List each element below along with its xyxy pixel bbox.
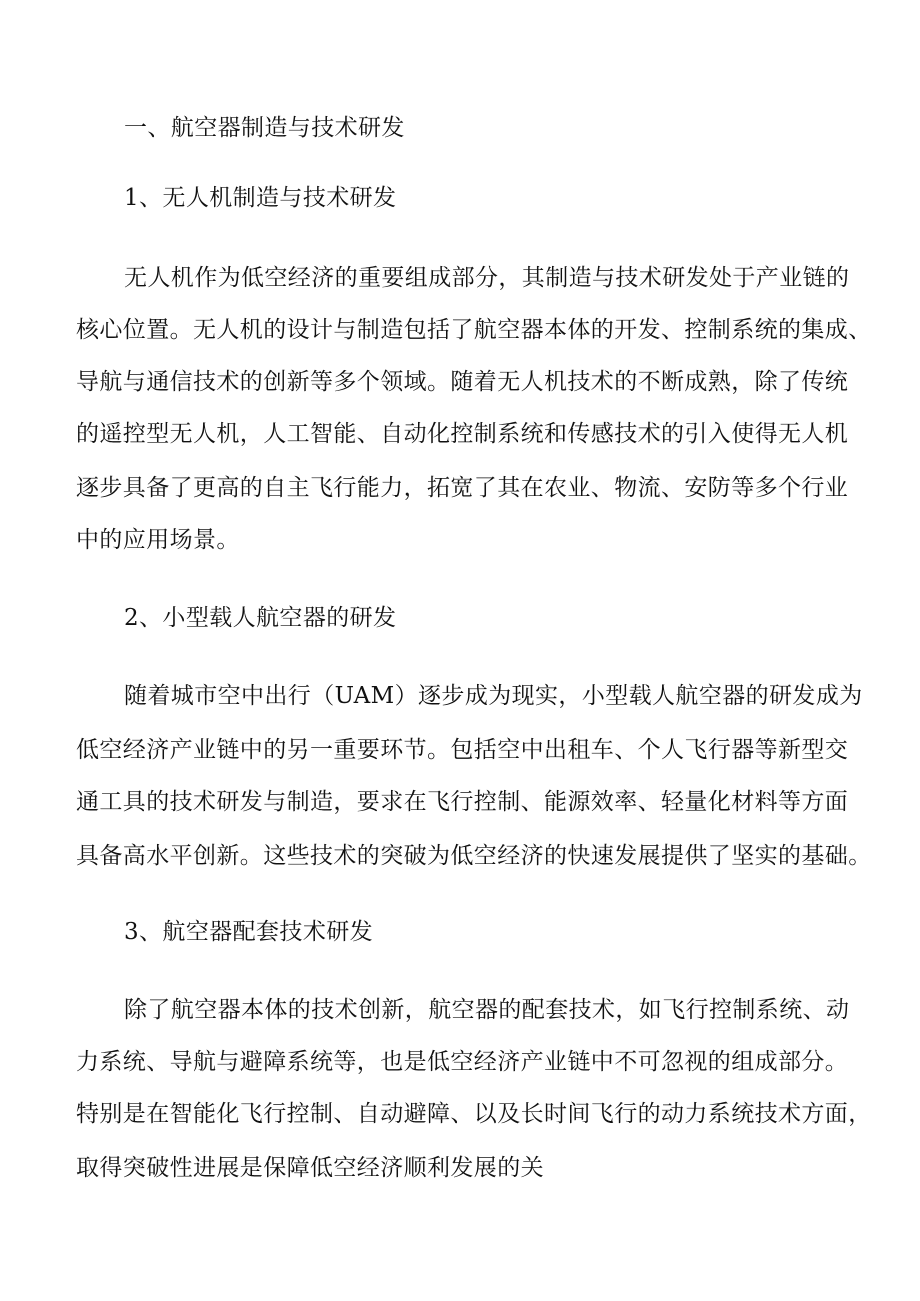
- paragraph-3-line-3: 特别是在智能化飞行控制、自动避障、以及长时间飞行的动力系统技术方面，: [76, 1101, 872, 1127]
- paragraph-1-line-6: 中的应用场景。: [76, 527, 240, 553]
- paragraph-1-line-1: 无人机作为低空经济的重要组成部分，其制造与技术研发处于产业链的: [124, 265, 850, 291]
- paragraph-2-line-1: 随着城市空中出行（UAM）逐步成为现实，小型载人航空器的研发成为: [124, 683, 863, 709]
- paragraph-3-line-1: 除了航空器本体的技术创新，航空器的配套技术，如飞行控制系统、动: [124, 997, 850, 1023]
- paragraph-2-line-4: 具备高水平创新。这些技术的突破为低空经济的快速发展提供了坚实的基础。: [76, 843, 872, 869]
- paragraph-1-line-2: 核心位置。无人机的设计与制造包括了航空器本体的开发、控制系统的集成、: [76, 317, 872, 343]
- paragraph-1-line-5: 逐步具备了更高的自主飞行能力，拓宽了其在农业、物流、安防等多个行业: [76, 475, 849, 501]
- subsection-heading-1: 1、无人机制造与技术研发: [124, 185, 397, 211]
- subsection-heading-3: 3、航空器配套技术研发: [124, 919, 374, 945]
- paragraph-3-line-4: 取得突破性进展是保障低空经济顺利发展的关: [76, 1155, 544, 1181]
- paragraph-2-line-3: 通工具的技术研发与制造，要求在飞行控制、能源效率、轻量化材料等方面: [76, 789, 849, 815]
- paragraph-1-line-3: 导航与通信技术的创新等多个领域。随着无人机技术的不断成熟，除了传统: [76, 369, 849, 395]
- paragraph-2-line-2: 低空经济产业链中的另一重要环节。包括空中出租车、个人飞行器等新型交: [76, 737, 849, 763]
- paragraph-3-line-2: 力系统、导航与避障系统等，也是低空经济产业链中不可忽视的组成部分。: [76, 1049, 849, 1075]
- section-heading: 一、航空器制造与技术研发: [124, 115, 405, 141]
- subsection-heading-2: 2、小型载人航空器的研发: [124, 605, 397, 631]
- paragraph-1-line-4: 的遥控型无人机，人工智能、自动化控制系统和传感技术的引入使得无人机: [76, 421, 849, 447]
